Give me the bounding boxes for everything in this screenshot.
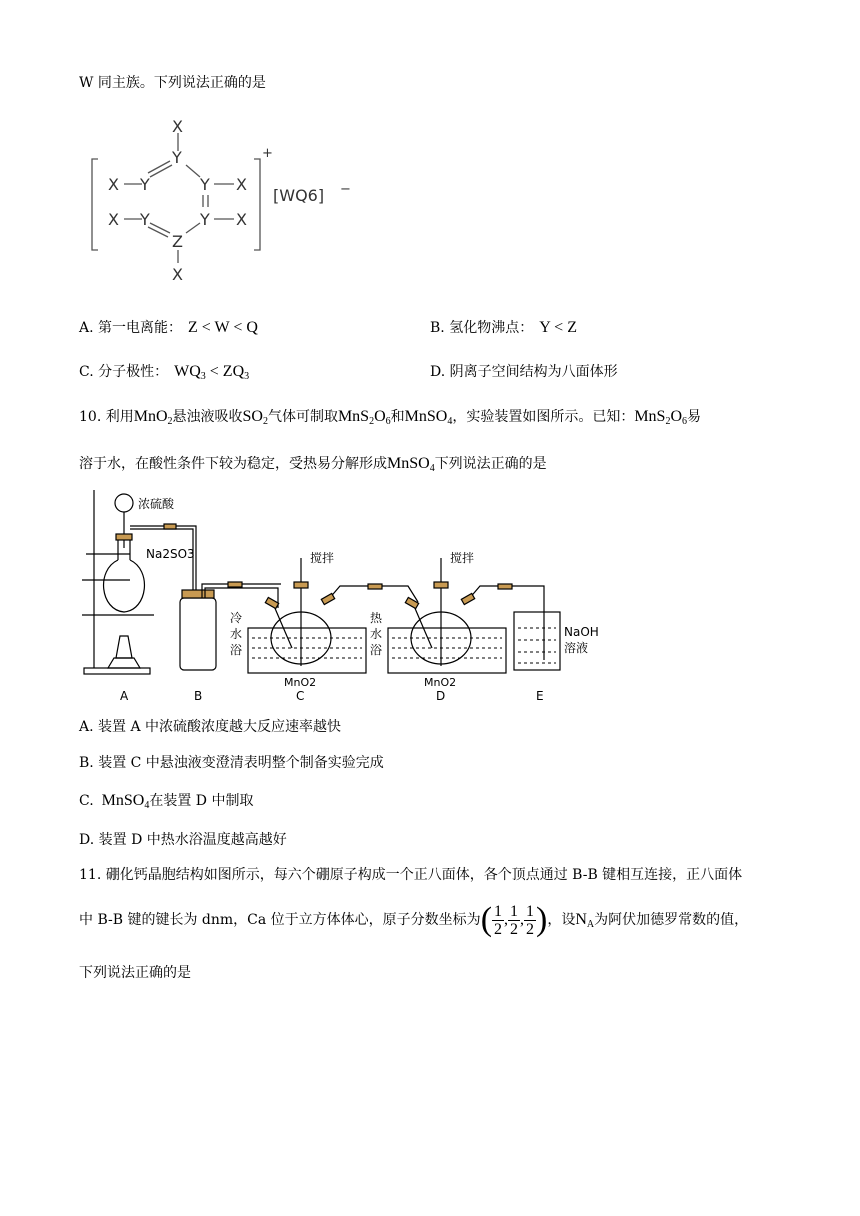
- fraction-3: $\frac{1}{2}$: [526, 902, 535, 938]
- label-c: C: [296, 689, 305, 703]
- label-cold-3: 浴: [230, 643, 243, 657]
- q9-option-d: D. 阴离子空间结构为八面体形: [430, 364, 618, 380]
- q10-stem-line2: 溶于水，在酸性条件下较为稳定，受热易分解形成MnSO$_4$下列说法正确的是: [79, 455, 547, 474]
- q11-stem-line1: 11. 硼化钙晶胞结构如图所示，每六个硼原子构成一个正八面体，各个顶点通过 B-B 键相互连接，正八面体: [79, 867, 743, 883]
- atom-y-top: Y: [172, 148, 182, 167]
- q9-option-c: C. 分子极性： $WQ_3 < ZQ_3$: [79, 363, 250, 382]
- label-na2so3: Na2SO3: [146, 547, 195, 561]
- q10-stem-line1: 10. 利用MnO$_2$悬浊液吸收$SO_2$气体可制取$MnS_2O_6$和MnSO$_4$，实验装置如图所示。已知：$MnS_2O_6$易: [79, 408, 702, 427]
- atom-x-2: X: [236, 175, 247, 194]
- apparatus-diagram: [78, 488, 638, 703]
- q10-option-d: D. 装置 D 中热水浴温度越高越好: [79, 832, 287, 848]
- label-hot-1: 热: [370, 611, 383, 625]
- label-d: D: [436, 689, 446, 703]
- label-mno2-c: MnO2: [284, 676, 317, 689]
- q10-option-b: B. 装置 C 中悬浊液变澄清表明整个制备实验完成: [79, 755, 384, 771]
- atom-x-bottom: X: [172, 265, 183, 284]
- cation-structure-diagram: [88, 115, 368, 290]
- fraction-1: $\frac{1}{2}$: [494, 902, 503, 938]
- charge-minus: −: [340, 182, 351, 197]
- atom-y-1: Y: [140, 175, 150, 194]
- q9-intro: W 同主族。下列说法正确的是: [79, 75, 266, 91]
- charge-plus: +: [262, 146, 273, 161]
- label-b: B: [194, 689, 203, 703]
- atom-z: Z: [172, 232, 183, 251]
- atom-x-4: X: [236, 210, 247, 229]
- atom-y-3: Y: [140, 210, 150, 229]
- q10-option-c: C. MnSO$_4$在装置 D 中制取: [79, 792, 254, 811]
- label-stir-c: 搅拌: [310, 551, 335, 565]
- label-naoh-2: 溶液: [564, 641, 589, 655]
- atom-y-4: Y: [200, 210, 210, 229]
- q9-option-b: B. 氢化物沸点： Y < Z: [430, 319, 577, 336]
- atom-x-1: X: [108, 175, 119, 194]
- label-hot-2: 水: [370, 627, 383, 641]
- label-naoh: NaOH: [564, 625, 599, 639]
- label-mno2-d: MnO2: [424, 676, 457, 689]
- q10-option-a: A. 装置 A 中浓硫酸浓度越大反应速率越快: [79, 719, 342, 735]
- label-conc-acid: 浓硫酸: [138, 497, 175, 511]
- label-cold-2: 水: [230, 627, 243, 641]
- anion-label: [WQ6]: [273, 186, 325, 205]
- atom-x-top: X: [172, 117, 183, 136]
- atom-x-3: X: [108, 210, 119, 229]
- label-stir-d: 搅拌: [450, 551, 475, 565]
- label-e: E: [536, 689, 544, 703]
- label-hot-3: 浴: [370, 643, 383, 657]
- atom-y-2: Y: [200, 175, 210, 194]
- q9-option-a: A. 第一电离能： Z < W < Q: [79, 319, 258, 336]
- q11-stem-line3: 下列说法正确的是: [79, 965, 191, 981]
- fraction-2: $\frac{1}{2}$: [510, 902, 519, 938]
- label-a: A: [120, 689, 129, 703]
- q11-stem-line2: 中 B-B 键的键长为 dnm，Ca 位于立方体体心，原子分数坐标为( $\frac{1}{2}$ , $\frac{1}{2}$ , $\frac{1}{2}$ )，设$N_A$为阿伏加德罗常数的值，: [79, 901, 749, 938]
- label-cold-1: 冷: [230, 611, 243, 625]
